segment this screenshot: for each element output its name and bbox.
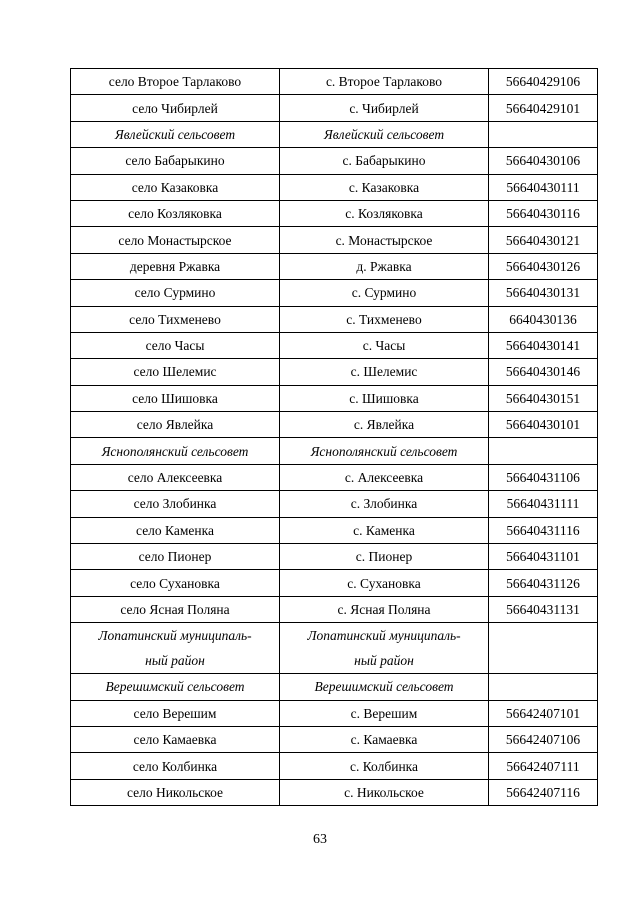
settlement-short-name: с. Бабарыкино	[342, 153, 426, 169]
settlement-name: село Козляковка	[128, 206, 222, 222]
settlement-name-cell	[71, 121, 280, 147]
table-row	[71, 726, 598, 752]
oktmo-code-cell	[489, 174, 598, 200]
table-row	[71, 753, 598, 779]
oktmo-code: 56640429101	[505, 100, 581, 116]
oktmo-code-cell	[489, 464, 598, 490]
table-row	[71, 412, 598, 438]
settlement-name: Лопатинский муниципаль-	[98, 628, 252, 644]
settlement-short-name: с. Шишовка	[349, 390, 419, 406]
section-header-row	[71, 438, 598, 464]
oktmo-code: 56640431126	[506, 575, 580, 591]
settlement-name: село Никольское	[126, 784, 224, 800]
settlement-name-continued: ный район	[145, 653, 205, 669]
table-row	[71, 570, 598, 596]
settlement-short-cell	[280, 726, 489, 752]
oktmo-code: 56640431116	[506, 522, 580, 538]
settlement-name: село Шелемис	[133, 364, 217, 380]
settlement-name-cell	[71, 700, 280, 726]
settlement-name: село Бабарыкино	[125, 153, 225, 169]
settlement-short-name: д. Ржавка	[356, 258, 412, 274]
settlement-short-name: Верешимский сельсовет	[314, 679, 454, 695]
settlement-short-cell	[280, 385, 489, 411]
page-number: 63	[313, 832, 327, 847]
settlement-name-cell	[71, 726, 280, 752]
oktmo-code: 56642407106	[505, 732, 581, 748]
settlement-short-cell	[280, 412, 489, 438]
settlement-short-cell	[280, 464, 489, 490]
oktmo-code: 56642407101	[505, 705, 581, 721]
settlement-short-name: с. Ясная Поляна	[337, 602, 431, 617]
settlement-name-cell	[71, 148, 280, 174]
settlement-short-cell	[280, 359, 489, 385]
settlement-name: село Пионер	[138, 549, 212, 565]
settlement-short-cell	[280, 491, 489, 517]
settlement-name-cell	[71, 570, 280, 596]
table-row	[71, 227, 598, 253]
oktmo-code-cell	[489, 69, 598, 95]
oktmo-code: 6640430136	[509, 311, 577, 327]
settlement-name-cell	[71, 779, 280, 805]
oktmo-code: 56640430116	[506, 206, 580, 222]
oktmo-code-cell	[489, 674, 598, 700]
oktmo-code-cell	[489, 95, 598, 121]
settlement-short-name: с. Явлейка	[353, 417, 415, 433]
oktmo-code-cell	[489, 280, 598, 306]
settlement-name-cell	[71, 412, 280, 438]
table-row	[71, 174, 598, 200]
settlement-name: село Монастырское	[118, 232, 232, 248]
settlement-name-cell	[71, 359, 280, 385]
settlement-name-cell	[71, 674, 280, 700]
settlement-name: село Тихменево	[129, 311, 221, 327]
settlement-name: село Сухановка	[130, 575, 220, 591]
table-row	[71, 385, 598, 411]
settlement-name-cell	[71, 385, 280, 411]
settlement-short-cell	[280, 332, 489, 358]
oktmo-code-cell	[489, 412, 598, 438]
table-row	[71, 517, 598, 543]
oktmo-code-cell	[489, 121, 598, 147]
table-row	[71, 95, 598, 121]
settlement-name-cell	[71, 174, 280, 200]
table-row	[71, 359, 598, 385]
table-row	[71, 596, 598, 622]
settlement-short-name: с. Тихменево	[346, 311, 422, 327]
settlement-name: село Казаковка	[131, 179, 219, 195]
settlement-short-name: с. Сухановка	[347, 575, 421, 591]
settlement-name-cell	[71, 623, 280, 674]
settlement-short-name: с. Монастырское	[335, 232, 433, 248]
settlement-name-cell	[71, 69, 280, 95]
settlement-short-name: с. Казаковка	[348, 179, 420, 195]
settlement-short-name: с. Колбинка	[349, 758, 419, 774]
settlement-short-cell	[280, 148, 489, 174]
settlement-name: село Верешим	[133, 705, 217, 721]
settlement-name: село Ясная Поляна	[120, 602, 230, 617]
oktmo-code: 56640430106	[505, 153, 581, 169]
settlement-short-cell	[280, 174, 489, 200]
settlement-name-cell	[71, 95, 280, 121]
settlement-name-cell	[71, 596, 280, 622]
oktmo-code-cell	[489, 491, 598, 517]
settlement-short-name: с. Козляковка	[345, 206, 423, 222]
settlement-name-cell	[71, 306, 280, 332]
settlement-short-cell	[280, 69, 489, 95]
settlement-name: село Камаевка	[133, 732, 217, 748]
oktmo-code-cell	[489, 726, 598, 752]
settlement-short-cell	[280, 253, 489, 279]
oktmo-code-cell	[489, 385, 598, 411]
oktmo-code: 56640429106	[505, 74, 581, 90]
settlement-short-cell	[280, 779, 489, 805]
oktmo-code-cell	[489, 570, 598, 596]
oktmo-code-cell	[489, 148, 598, 174]
oktmo-code-cell	[489, 332, 598, 358]
oktmo-code: 56640430146	[505, 364, 581, 380]
table-row	[71, 700, 598, 726]
settlement-name-cell	[71, 438, 280, 464]
settlement-name: село Каменка	[136, 522, 214, 538]
table-row	[71, 779, 598, 805]
oktmo-code: 56640430126	[505, 258, 581, 274]
settlement-short-cell	[280, 674, 489, 700]
oktmo-code: 56640430141	[505, 338, 581, 354]
settlement-short-name: Явлейский сельсовет	[323, 126, 445, 142]
oktmo-code-cell	[489, 779, 598, 805]
oktmo-code-cell	[489, 306, 598, 332]
settlement-name-cell	[71, 517, 280, 543]
settlement-short-cell	[280, 200, 489, 226]
settlement-name: Яснополянский сельсовет	[101, 443, 249, 459]
oktmo-code-cell	[489, 623, 598, 674]
settlement-short-name: Лопатинский муниципаль-	[307, 628, 461, 644]
settlement-name: село Сурмино	[134, 285, 216, 301]
settlement-short-cell	[280, 753, 489, 779]
settlement-short-name: с. Камаевка	[350, 732, 418, 748]
settlement-short-cell	[280, 280, 489, 306]
table-row	[71, 544, 598, 570]
table-row	[71, 200, 598, 226]
oktmo-code: 56642407111	[506, 758, 580, 774]
oktmo-code-cell	[489, 200, 598, 226]
table-row	[71, 332, 598, 358]
settlement-name: Верешимский сельсовет	[105, 679, 245, 695]
settlement-short-cell	[280, 570, 489, 596]
settlements-table	[70, 68, 598, 806]
oktmo-code-cell	[489, 596, 598, 622]
oktmo-code: 56640431101	[506, 549, 580, 565]
settlement-name: село Чибирлей	[132, 100, 218, 116]
settlement-name-cell	[71, 753, 280, 779]
table-row	[71, 491, 598, 517]
settlement-short-name: с. Каменка	[353, 522, 415, 538]
settlement-name-cell	[71, 464, 280, 490]
oktmo-code-cell	[489, 253, 598, 279]
settlement-name: село Часы	[145, 338, 205, 354]
table-row	[71, 306, 598, 332]
settlement-short-cell	[280, 438, 489, 464]
settlement-name: Явлейский сельсовет	[114, 126, 236, 142]
settlement-short-name: Яснополянский сельсовет	[310, 443, 458, 459]
settlement-name: село Злобинка	[133, 496, 217, 512]
oktmo-code-cell	[489, 438, 598, 464]
settlement-short-name: с. Часы	[362, 338, 406, 354]
oktmo-code-cell	[489, 544, 598, 570]
settlement-name: село Второе Тарлаково	[108, 74, 242, 90]
settlement-name: село Явлейка	[136, 417, 214, 433]
oktmo-code: 56640430151	[505, 390, 581, 406]
settlements-table-body	[71, 69, 598, 806]
settlement-short-cell	[280, 700, 489, 726]
section-header-row	[71, 121, 598, 147]
table-row	[71, 464, 598, 490]
settlement-name: село Шишовка	[132, 390, 218, 406]
oktmo-code: 56640430131	[505, 285, 581, 301]
oktmo-code: 56642407116	[506, 784, 580, 800]
oktmo-code-cell	[489, 359, 598, 385]
settlement-name-cell	[71, 280, 280, 306]
settlement-short-cell	[280, 227, 489, 253]
oktmo-code-cell	[489, 227, 598, 253]
section-header-row	[71, 674, 598, 700]
settlement-name-cell	[71, 332, 280, 358]
oktmo-code: 56640430101	[505, 417, 581, 433]
settlement-short-cell	[280, 544, 489, 570]
oktmo-code: 56640431111	[506, 496, 580, 512]
table-row	[71, 148, 598, 174]
settlement-name-cell	[71, 227, 280, 253]
settlement-short-cell	[280, 121, 489, 147]
settlement-name: село Колбинка	[132, 758, 218, 774]
settlement-short-name: с. Никольское	[344, 784, 424, 800]
settlement-short-name: с. Алексеевка	[344, 470, 424, 486]
settlement-short-name-continued: ный район	[354, 653, 414, 669]
settlement-short-cell	[280, 623, 489, 674]
settlement-short-name: с. Злобинка	[350, 496, 418, 512]
table-row	[71, 280, 598, 306]
settlement-name-cell	[71, 253, 280, 279]
settlement-name-cell	[71, 200, 280, 226]
settlement-name-cell	[71, 544, 280, 570]
settlement-short-name: с. Второе Тарлаково	[325, 74, 443, 90]
settlement-short-name: с. Пионер	[355, 549, 413, 565]
table-row	[71, 253, 598, 279]
section-header-row	[71, 623, 598, 674]
settlement-name: село Алексеевка	[127, 470, 223, 486]
settlement-short-cell	[280, 596, 489, 622]
table-row	[71, 69, 598, 95]
settlement-name: деревня Ржавка	[129, 258, 221, 274]
oktmo-code-cell	[489, 517, 598, 543]
oktmo-code-cell	[489, 700, 598, 726]
settlement-short-cell	[280, 95, 489, 121]
settlement-short-name: с. Сурмино	[351, 285, 417, 301]
settlement-short-name: с. Чибирлей	[349, 100, 419, 116]
oktmo-code: 56640431106	[506, 470, 580, 486]
settlement-short-name: с. Верешим	[350, 705, 418, 721]
settlement-short-name: с. Шелемис	[350, 364, 418, 380]
settlement-name-cell	[71, 491, 280, 517]
oktmo-code: 56640430111	[506, 179, 580, 195]
oktmo-code-cell	[489, 753, 598, 779]
settlement-short-cell	[280, 306, 489, 332]
oktmo-code: 56640431131	[506, 602, 580, 617]
settlement-short-cell	[280, 517, 489, 543]
oktmo-code: 56640430121	[505, 232, 581, 248]
